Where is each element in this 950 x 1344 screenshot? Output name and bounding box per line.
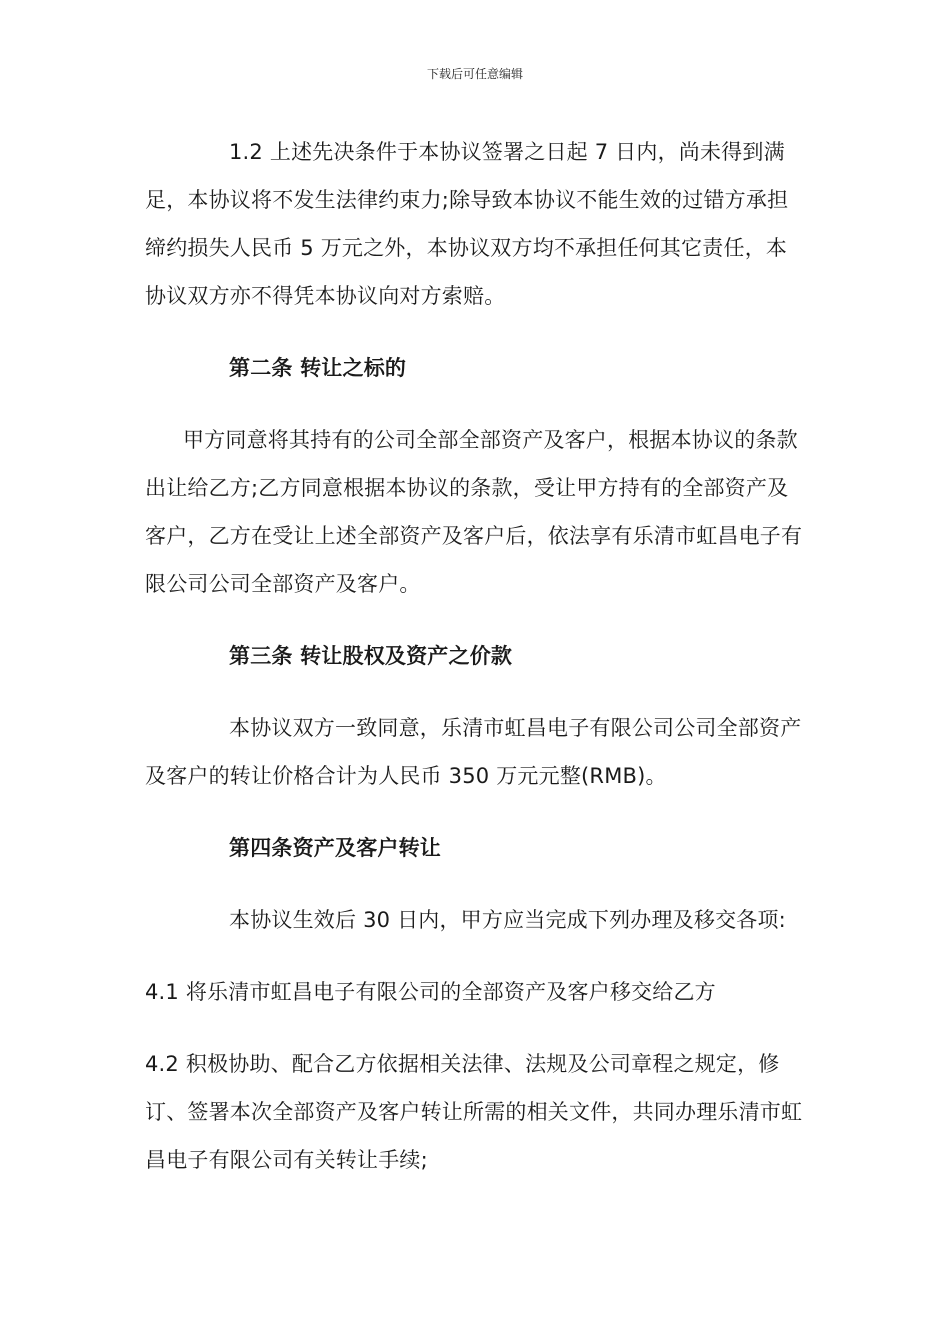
clause-4-1: 4.1 将乐清市虹昌电子有限公司的全部资产及客户移交给乙方 <box>145 980 716 1004</box>
article-2-body: 甲方同意将其持有的公司全部全部资产及客户，根据本协议的条款出让给乙方;乙方同意根据本协议的条款，受让甲方持有的全部资产及客户，乙方在受让上述全部资产及客户后，依法享有乐清市虹昌电子有限公司公司全部资产及客户。 <box>145 428 803 596</box>
article-3-body: 本协议双方一致同意，乐清市虹昌电子有限公司公司全部资产及客户的转让价格合计为人民币 350 万元元整(RMB)。 <box>145 716 802 788</box>
clause-4-2: 4.2 积极协助、配合乙方依据相关法律、法规及公司章程之规定，修订、签署本次全部资产及客户转让所需的相关文件，共同办理乐清市虹昌电子有限公司有关转让手续; <box>145 1052 803 1172</box>
page-header: 下载后可任意编辑 <box>426 67 523 81</box>
article-4-heading: 第四条资产及客户转让 <box>229 836 441 860</box>
article-2-heading: 第二条 转让之标的 <box>229 356 407 380</box>
article-4-intro: 本协议生效后 30 日内，甲方应当完成下列办理及移交各项: <box>229 908 786 932</box>
document-body <box>145 128 805 1184</box>
clause-1-2: 1.2 上述先决条件于本协议签署之日起 7 日内，尚未得到满足，本协议将不发生法律约束力;除导致本协议不能生效的过错方承担缔约损失人民币 5 万元之外，本协议双方均不承担任何其它责任，本协议双方亦不得凭本协议向对方索赔。 <box>145 140 789 308</box>
article-3-heading: 第三条 转让股权及资产之价款 <box>229 644 513 668</box>
